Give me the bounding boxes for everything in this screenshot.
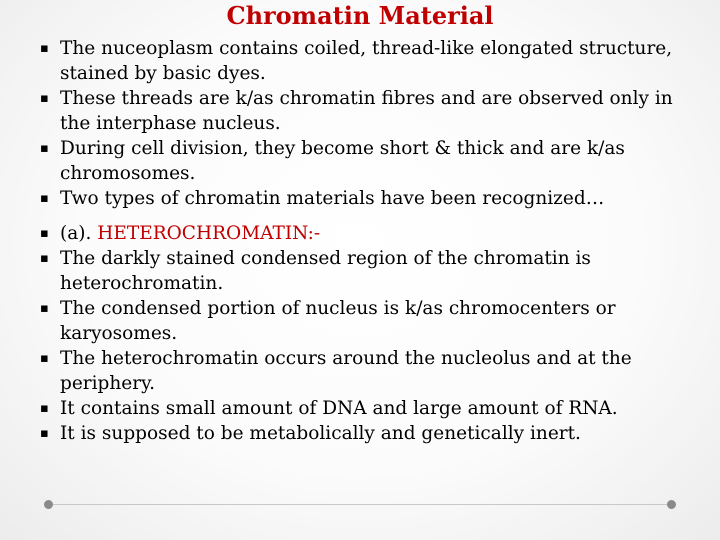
bullet-item: ▪ The darkly stained condensed region of the chromatin is heterochromatin. <box>40 246 700 296</box>
decorative-dot-left <box>44 500 53 509</box>
bullet-list <box>40 36 700 446</box>
slide-title: Chromatin Material <box>226 1 494 30</box>
bullet-item: ▪ It contains small amount of DNA and large amount of RNA. <box>40 396 700 421</box>
bullet-item: ▪ Two types of chromatin materials have been recognized… <box>40 186 700 211</box>
section-heading: HETEROCHROMATIN:- <box>97 223 321 244</box>
section-prefix: (a). <box>60 223 98 244</box>
section-heading-item <box>40 221 700 246</box>
decorative-line <box>48 504 672 505</box>
bullet-item: ▪ The condensed portion of nucleus is k/as chromocenters or karyosomes. <box>40 296 700 346</box>
bullet-item: ▪ During cell division, they become short & thick and are k/as chromosomes. <box>40 136 700 186</box>
bullet-item: ▪ These threads are k/as chromatin fibres and are observed only in the interphase nucleus. <box>40 86 700 136</box>
bullet-item: ▪ It is supposed to be metabolically and genetically inert. <box>40 421 700 446</box>
bullet-item: ▪ The heterochromatin occurs around the nucleolus and at the periphery. <box>40 346 700 396</box>
decorative-dot-right <box>667 500 676 509</box>
bullet-item: ▪ The nuceoplasm contains coiled, thread-like elongated structure, stained by basic dyes. <box>40 36 700 86</box>
